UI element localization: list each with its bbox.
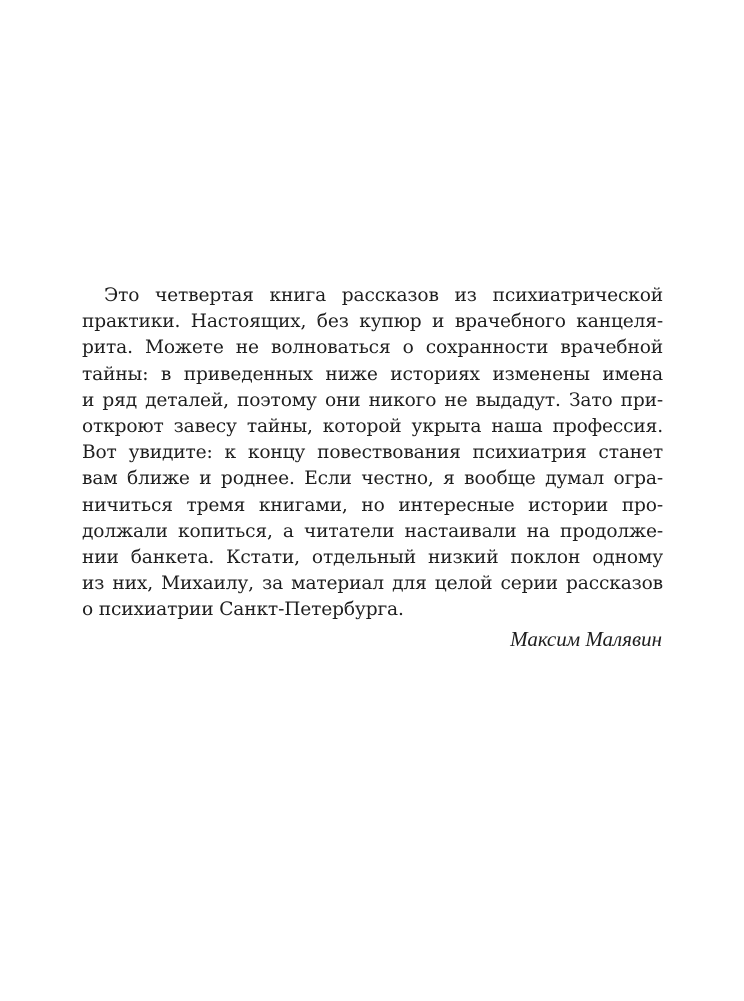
- paragraph-line: Это четвертая книга рассказов из психиатрической: [104, 285, 663, 306]
- paragraph-line: практики. Настоящих, без купюр и врачебного канцеля-: [82, 311, 663, 333]
- preface-paragraph: [82, 283, 663, 623]
- paragraph-line: Вот увидите: к концу повествования психиатрия станет: [82, 442, 663, 464]
- author-signature: Максим Малявин: [510, 627, 662, 652]
- book-page: [82, 283, 663, 653]
- paragraph-line: ничиться тремя книгами, но интересные истории про-: [82, 494, 663, 516]
- paragraph-line: из них, Михаилу, за материал для целой серии рассказов: [82, 573, 663, 595]
- paragraph-line: откроют завесу тайны, которой укрыта наша профессия.: [82, 415, 663, 437]
- paragraph-line: вам ближе и роднее. Если честно, я вообще думал огра-: [82, 468, 663, 490]
- paragraph-line: нии банкета. Кстати, отдельный низкий поклон одному: [82, 546, 663, 568]
- paragraph-line: рита. Можете не волноваться о сохранности врачебной: [82, 337, 663, 359]
- paragraph-line: о психиатрии Санкт-Петербурга.: [82, 599, 404, 621]
- paragraph-line: и ряд деталей, поэтому они никого не выдадут. Зато при-: [82, 389, 663, 411]
- paragraph-line: должали копиться, а читатели настаивали на продолже-: [82, 520, 663, 542]
- paragraph-line: тайны: в приведенных ниже историях изменены имена: [82, 363, 663, 385]
